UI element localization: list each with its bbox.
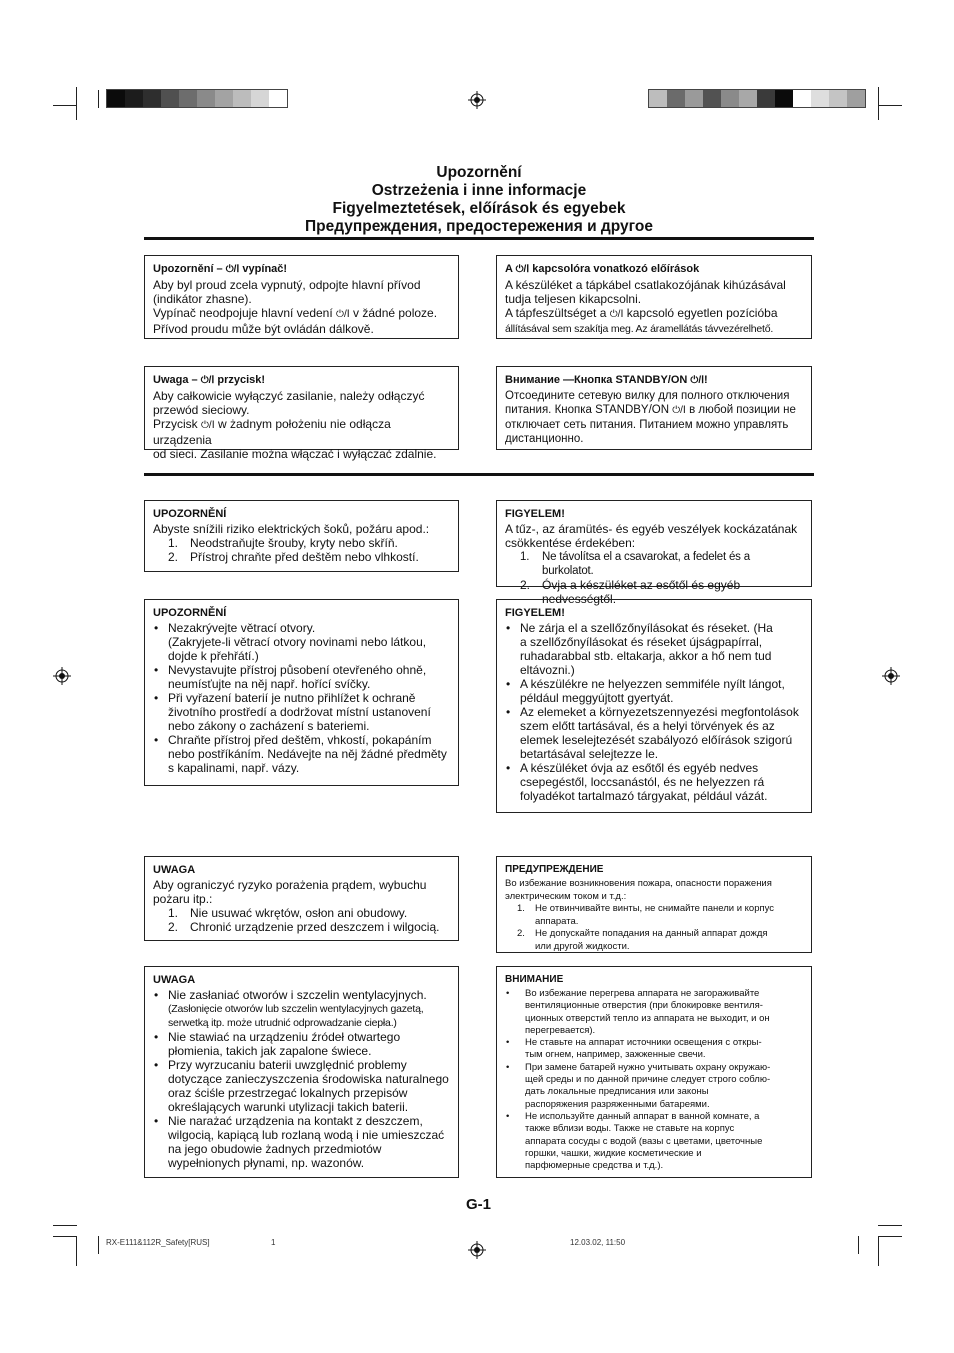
- section-rule: [144, 473, 814, 476]
- standby-power-icon: ⏻/Ⅰ: [200, 375, 215, 386]
- pl-caution-box-2: UWAGA • Nie zasłaniać otworów i szczelin wentylacyjnych. (Zasłonięcie otworów lub szczelin wentylacyjnych gazetą, serwetką itp. może utrudnić odprowadzanie ciepła.) • Nie stawiać na urządzeniu źródeł otwartego płomienia, takich jak zapalone świece. • Przy wyrzucaniu baterii uwzględnić problemy dotyczące zanieczyszczenia środowiska naturalnego oraz ściśle przestrzegać lokalnych przepisów określających warunki utylizacji takich baterii. • Nie narażać urządzenia na kontakt z deszczem, wilgocią, kapiącą lub rozlaną wodą i nie umieszczać na jego obudowie żadnych przedmiotów wypełnionych płynami, np. wazonów.: [144, 966, 459, 1178]
- page-title-block: [144, 164, 814, 236]
- standby-power-icon: ⏻/Ⅰ: [672, 405, 686, 416]
- list-item: • При замене батарей нужно учитывать охрану окружаю- щей среды и по данной причине следует строго соблю- дать локальные предписания или законы распоряжения разряженными батареями.: [505, 1062, 803, 1111]
- color-calibration-bar-right: [648, 89, 866, 108]
- cz-caution-box-1: UPOZORNĚNÍ Abyste snížili riziko elektrických šoků, požáru apod.: 1. Neodstraňujte šrouby, kryty nebo skříň. 2. Přístroj chraňte před deštěm nebo vlhkostí.: [144, 500, 459, 572]
- standby-power-icon: ⏻/Ⅰ: [225, 264, 240, 275]
- color-swatch: [125, 90, 143, 107]
- color-swatch: [847, 90, 865, 107]
- list-item: • Не ставьте на аппарат источники освещения с откры- тым огнем, например, зажженные свечи.: [505, 1037, 803, 1062]
- standby-power-icon: ⏻/Ⅰ: [515, 264, 530, 275]
- title-hungarian: Figyelmeztetések, előírások és egyebek: [332, 200, 626, 217]
- list-item: • Nevystavujte přístroj působení otevřeného ohně, neumísťujte na něj např. hořící svíčky.: [153, 663, 450, 691]
- color-swatch: [703, 90, 721, 107]
- hu-caution-box-1: FIGYELEM! A tűz-, az áramütés- és egyéb veszélyek kockázatának csökkentése érdekében: 1. Ne távolítsa el a csavarokat, a fedelet és a burkolatot. 2. Óvja a készüléket az esőtől és egyéb nedvességtől.: [496, 500, 812, 587]
- color-swatch: [107, 90, 125, 107]
- color-swatch: [811, 90, 829, 107]
- footer-filename: RX-E111&112R_Safety[RUS]: [106, 1238, 210, 1247]
- footer-page: 1: [271, 1238, 276, 1247]
- color-swatch: [215, 90, 233, 107]
- list-item: • Az elemeket a környezetszennyezési megfontolások szem előtt tartásával, és a helyi törvények és az elemek leselejtezését szabályozó előírások szigorú betartásával selejtezze le.: [505, 705, 803, 761]
- color-swatch: [757, 90, 775, 107]
- hu-standby-notice: A ⏻/Ⅰ kapcsolóra vonatkozó előírások A készüléket a tápkábel csatlakozójának kihúzásával tudja teljesen kikapcsolni. A tápfeszültséget a ⏻/Ⅰ kapcsoló egyetlen pozícióba állításával sem szakítja meg. Az áramellátás távvezérelhető.: [496, 255, 812, 339]
- hu-caution-box-2: FIGYELEM! • Ne zárja el a szellőzőnyílásokat és réseket. (Ha a szellőzőnyílásokat és réseket újságpapírral, ruhadarabbal stb. eltakarja, akkor a hő nem tud eltávozni.) • A készülékre ne helyezzen semmiféle nyílt lángot, például meggyújtott gyertyát. • Az elemeket a környezetszennyezési megfontolások szem előtt tartásával, és a helyi törvények és az elemek leselejtezését szabályozó előírások szigorú betartásával selejtezze le. • A készüléket óvja az esőtől és egyéb nedves csepegéstől, loccsanástól, és ne helyezzen rá folyadékot tartalmazó tárgyakat, például vázát.: [496, 599, 812, 813]
- color-swatch: [829, 90, 847, 107]
- color-swatch: [793, 90, 811, 107]
- registration-mark-icon: [53, 667, 71, 685]
- list-item: • Nie narażać urządzenia na kontakt z deszczem, wilgocią, kapiącą lub rozlaną wodą i nie umieszczać na jego obudowie żadnych przedmiotów wypełnionych płynami, np. wazonów.: [153, 1114, 450, 1170]
- list-item: • Ne zárja el a szellőzőnyílásokat és réseket. (Ha a szellőzőnyílásokat és réseket újságpapírral, ruhadarabbal stb. eltakarja, akkor a hő nem tud eltávozni.): [505, 621, 803, 677]
- list-item: 1. Neodstraňujte šrouby, kryty nebo skříň.: [168, 536, 398, 550]
- cz-caution-box-2: UPOZORNĚNÍ • Nezakrývejte větrací otvory. (Zakryjete-li větrací otvory novinami nebo látkou, dojde k přehřátí.) • Nevystavujte přístroj působení otevřeného ohně, neumísťujte na něj např. hořící svíčky. • Při vyřazení baterií je nutno přihlížet k ochraně životního prostředí a dodržovat místní ustanovení nebo zákony o zacházení s bateriemi. • Chraňte přístroj před deštěm, vhkostí, pokapáním nebo postříkáním. Nedávejte na něj žádné předměty s kapalinami, např. vázy.: [144, 599, 459, 786]
- color-swatch: [179, 90, 197, 107]
- standby-power-icon: ⏻/Ⅰ: [609, 309, 624, 320]
- standby-power-icon: ⏻/Ⅰ: [336, 309, 350, 320]
- color-swatch: [251, 90, 269, 107]
- ru-caution-box-1: ПРЕДУПРЕЖДЕНИЕ Во избежание возникновения пожара, опасности поражения электрическим током и т.д.: 1. Не отвинчивайте винты, не снимайте панели и корпус аппарата. 2. Не допускайте попадания на данный аппарат дождя или другой жидкости.: [496, 856, 812, 953]
- color-swatch: [721, 90, 739, 107]
- color-swatch: [233, 90, 251, 107]
- list-item: • Chraňte přístroj před deštěm, vhkostí, pokapáním nebo postříkáním. Nedávejte na něj žádné předměty s kapalinami, např. vázy.: [153, 733, 450, 775]
- list-item: • Nezakrývejte větrací otvory. (Zakryjete-li větrací otvory novinami nebo látkou, dojde k přehřátí.): [153, 621, 450, 663]
- color-swatch: [667, 90, 685, 107]
- list-item: • A készüléket óvja az esőtől és egyéb nedves csepegéstől, loccsanástól, és ne helyezzen rá folyadékot tartalmazó tárgyakat, például vázát.: [505, 761, 803, 803]
- list-item: 2. Óvja a készüléket az esőtől és egyéb nedvességtől.: [520, 578, 741, 606]
- list-item: 2. Не допускайте попадания на данный аппарат дождя или другой жидкости.: [517, 928, 768, 952]
- list-item: • A készülékre ne helyezzen semmiféle nyílt lángot, például meggyújtott gyertyát.: [505, 677, 803, 705]
- registration-mark-icon: [468, 1241, 486, 1259]
- list-item: 1. Ne távolítsa el a csavarokat, a fedelet és a burkolatot.: [520, 551, 750, 577]
- color-swatch: [143, 90, 161, 107]
- list-item: • Во избежание перегрева аппарата не загораживайте вентиляционные отверстия (при блокировке вентиля- ционных отверстий тепло из аппарата не выходит, и он перегревается).: [505, 988, 803, 1037]
- pl-standby-notice: Uwaga – ⏻/Ⅰ przycisk! Aby całkowicie wyłączyć zasilanie, należy odłączyć przewód sieciowy. Przycisk ⏻/Ⅰ w żadnym położeniu nie odłącza urządzenia od sieci. Zasilanie można włączać i wyłączać zdalnie.: [144, 366, 459, 450]
- standby-power-icon: ⏻/Ⅰ: [201, 420, 215, 431]
- color-swatch: [269, 90, 287, 107]
- ru-caution-box-2: ВНИМАНИЕ • Во избежание перегрева аппарата не загораживайте вентиляционные отверстия (при блокировке вентиля- ционных отверстий тепло из аппарата не выходит, и он перегревается). • Не ставьте на аппарат источники освещения с откры- тым огнем, например, зажженные свечи. • При замене батарей нужно учитывать охрану окружаю- щей среды и по данной причине следует строго соблю- дать локальные предписания или законы распоряжения разряженными батареями. • Не используйте данный аппарат в ванной комнате, а также вблизи воды. Также не ставьте на корпус аппарата сосуды с водой (вазы с цветами, цветочные горшки, чашки, жидкие косметические и парфюмерные средства и т.д.).: [496, 966, 812, 1178]
- title-russian: Предупреждения, предостережения и другое: [305, 218, 653, 235]
- list-item: • Przy wyrzucaniu baterii uwzględnić problemy dotyczące zanieczyszczenia środowiska naturalnego oraz ściśle przestrzegać lokalnych przepisów określających warunki utylizacji takich baterii.: [153, 1058, 450, 1114]
- page-number: G-1: [466, 1196, 492, 1213]
- list-item: 2. Přístroj chraňte před deštěm nebo vlhkostí.: [168, 550, 419, 564]
- color-swatch: [685, 90, 703, 107]
- list-item: 1. Не отвинчивайте винты, не снимайте панели и корпус аппарата.: [517, 903, 775, 927]
- list-item: 1. Nie usuwać wkrętów, osłon ani obudowy.: [168, 906, 408, 920]
- title-rule: [144, 237, 814, 240]
- registration-mark-icon: [468, 91, 486, 109]
- list-item: • Při vyřazení baterií je nutno přihlížet k ochraně životního prostředí a dodržovat místní ustanovení nebo zákony o zacházení s bateriemi.: [153, 691, 450, 733]
- color-swatch: [197, 90, 215, 107]
- list-item: • Не используйте данный аппарат в ванной комнате, а также вблизи воды. Также не ставьте на корпус аппарата сосуды с водой (вазы с цветами, цветочные горшки, чашки, жидкие косметические и парфюмерные средства и т.д.).: [505, 1111, 803, 1172]
- color-swatch: [649, 90, 667, 107]
- cz-standby-notice: Upozornění – ⏻/Ⅰ vypínač! Aby byl proud zcela vypnutý, odpojte hlavní přívod (indikátor zhasne). Vypínač neodpojuje hlavní vedení ⏻/Ⅰ v žádné poloze. Přívod proudu může být ovládán dálkově.: [144, 255, 459, 339]
- footer-date: 12.03.02, 11:50: [570, 1238, 626, 1247]
- registration-mark-icon: [882, 667, 900, 685]
- list-item: • Nie zasłaniać otworów i szczelin wentylacyjnych. (Zasłonięcie otworów lub szczelin wentylacyjnych gazetą, serwetką itp. może utrudnić odprowadzanie ciepła.): [153, 988, 450, 1030]
- standby-power-icon: ⏻/Ⅰ: [690, 375, 705, 386]
- list-item: 2. Chronić urządzenie przed deszczem i wilgocią.: [168, 920, 440, 934]
- title-czech: Upozornění: [436, 164, 522, 181]
- ru-standby-notice: Внимание —Кнопка STANDBY/ON ⏻/Ⅰ! Отсоедините сетевую вилку для полного отключения питания. Кнопка STANDBY/ON ⏻/Ⅰ в любой позиции не отключает сеть питания. Питанием можно управлять дистанционно.: [496, 366, 812, 450]
- color-calibration-bar-left: [106, 89, 288, 108]
- color-swatch: [739, 90, 757, 107]
- color-swatch: [161, 90, 179, 107]
- color-swatch: [775, 90, 793, 107]
- pl-caution-box-1: UWAGA Aby ograniczyć ryzyko porażenia prądem, wybuchu pożaru itp.: 1. Nie usuwać wkrętów, osłon ani obudowy. 2. Chronić urządzenie przed deszczem i wilgocią.: [144, 856, 459, 941]
- title-polish: Ostrzeżenia i inne informacje: [371, 182, 587, 199]
- list-item: • Nie stawiać na urządzeniu źródeł otwartego płomienia, takich jak zapalone świece.: [153, 1030, 450, 1058]
